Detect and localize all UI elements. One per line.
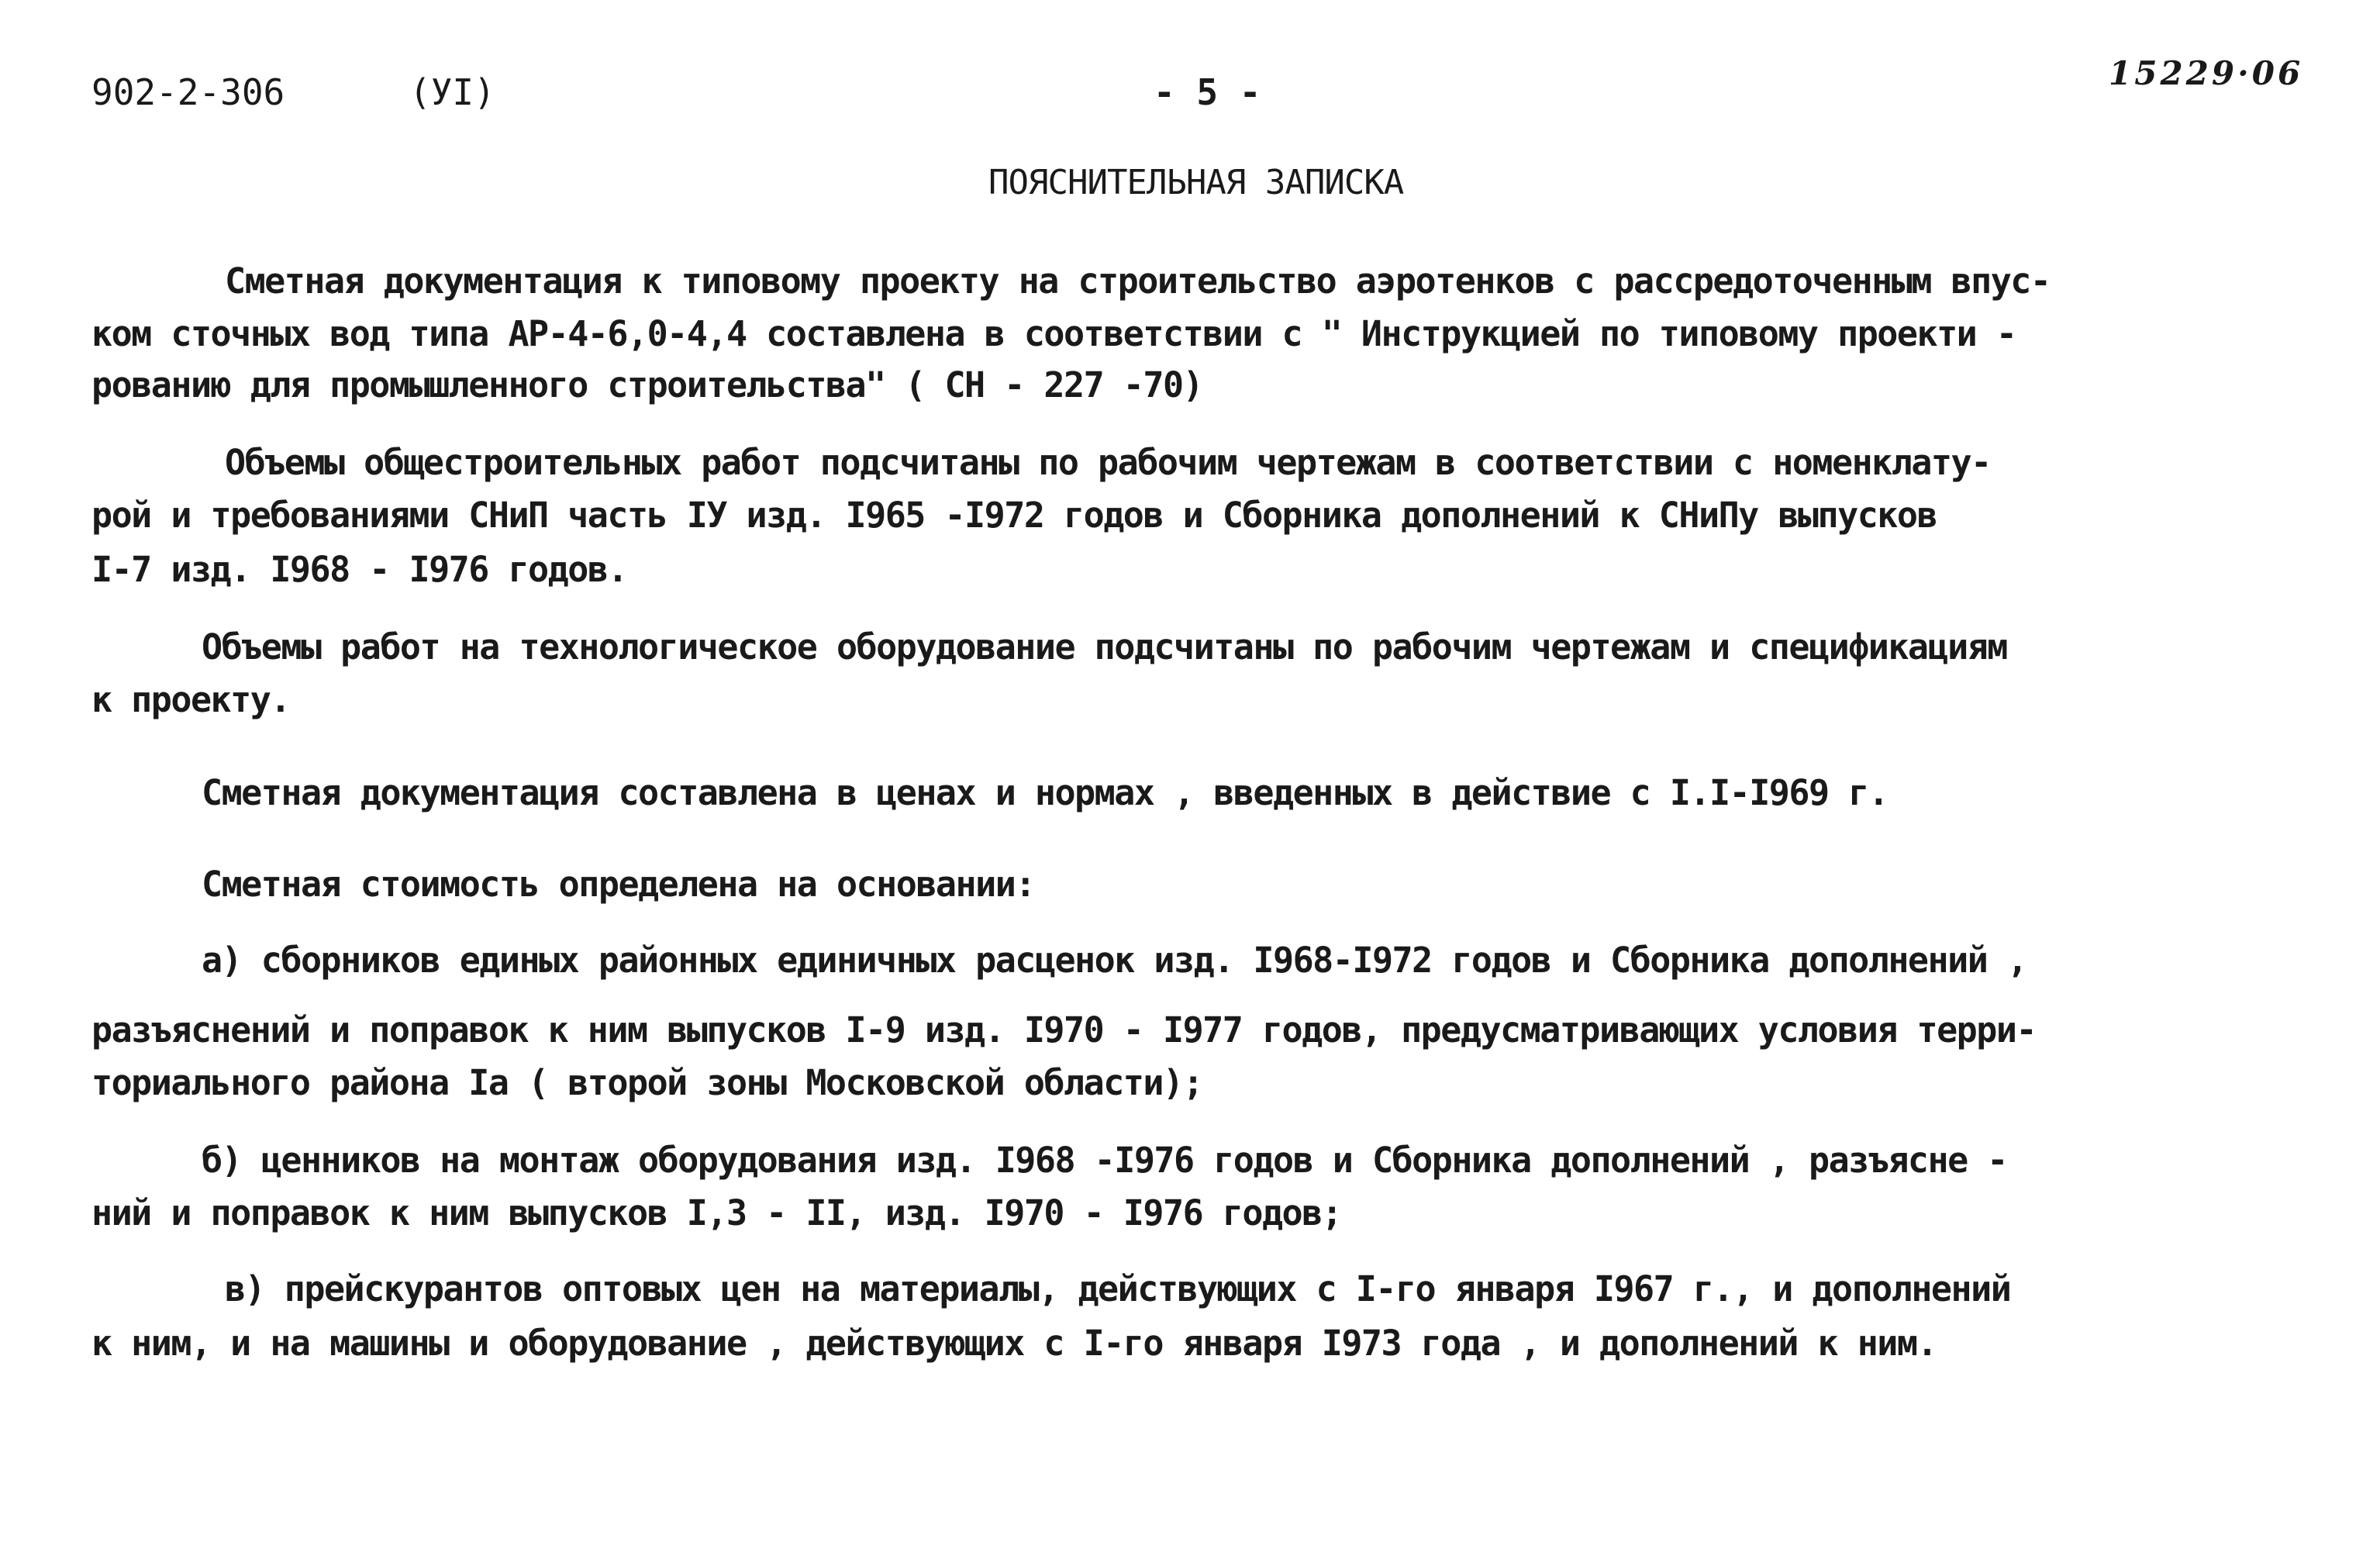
item-c-line-2: к ним, и на машины и оборудование , действующих с I-го января I973 года , и дополнений к ним. xyxy=(91,1323,1937,1364)
item-b-line-2: ний и поправок к ним выпусков I,3 - II, изд. I970 - I976 годов; xyxy=(91,1192,1342,1233)
paragraph-4-line-1: Сметная документация составлена в ценах и нормах , введенных в действие с I.I-I969 г. xyxy=(202,772,1888,813)
paragraph-3-line-2: к проекту. xyxy=(91,679,290,720)
paragraph-2-line-2: рой и требованиями СНиП часть IУ изд. I965 -I972 годов и Сборника дополнений к СНиПу выпусков xyxy=(91,495,1937,536)
page-title: ПОЯСНИТЕЛЬНАЯ ЗАПИСКА xyxy=(988,163,1404,202)
document-section: (УI) xyxy=(409,71,495,113)
paragraph-2-line-3: I-7 изд. I968 - I976 годов. xyxy=(91,549,627,590)
item-b-line-1: б) ценников на монтаж оборудования изд. I968 -I976 годов и Сборника дополнений , разъясне - xyxy=(202,1140,2007,1181)
paragraph-1-line-3: рованию для промышленного строительства" ( СН - 227 -70) xyxy=(91,364,1203,405)
item-c-line-1: в) прейскурантов оптовых цен на материалы, действующих с I-го января I967 г., и дополнений xyxy=(225,1268,2011,1309)
paragraph-1-line-2: ком сточных вод типа АР-4-6,0-4,4 составлена в соответствии с " Инструкцией по типовому проекти - xyxy=(91,313,2016,354)
page-number: - 5 - xyxy=(1154,71,1261,113)
handwritten-archive-number: 15229·06 xyxy=(2109,54,2304,92)
paragraph-5-line-1: Сметная стоимость определена на основании: xyxy=(202,864,1035,905)
item-a-line-1: а) сборников единых районных единичных расценок изд. I968-I972 годов и Сборника дополнений , xyxy=(202,940,2027,981)
paragraph-2-line-1: Объемы общестроительных работ подсчитаны по рабочим чертежам в соответствии с номенклату- xyxy=(225,442,1991,483)
document-code: 902-2-306 xyxy=(91,71,285,113)
paragraph-3-line-1: Объемы работ на технологическое оборудование подсчитаны по рабочим чертежам и спецификациям xyxy=(202,626,2007,668)
item-a-line-2: разъяснений и поправок к ним выпусков I-9 изд. I970 - I977 годов, предусматривающих условия терри- xyxy=(91,1009,2037,1051)
paragraph-1-line-1: Сметная документация к типовому проекту на строительство аэротенков с рассредоточенным впус- xyxy=(225,260,2051,302)
item-a-line-3: ториального района Iа ( второй зоны Московской области); xyxy=(91,1062,1203,1103)
